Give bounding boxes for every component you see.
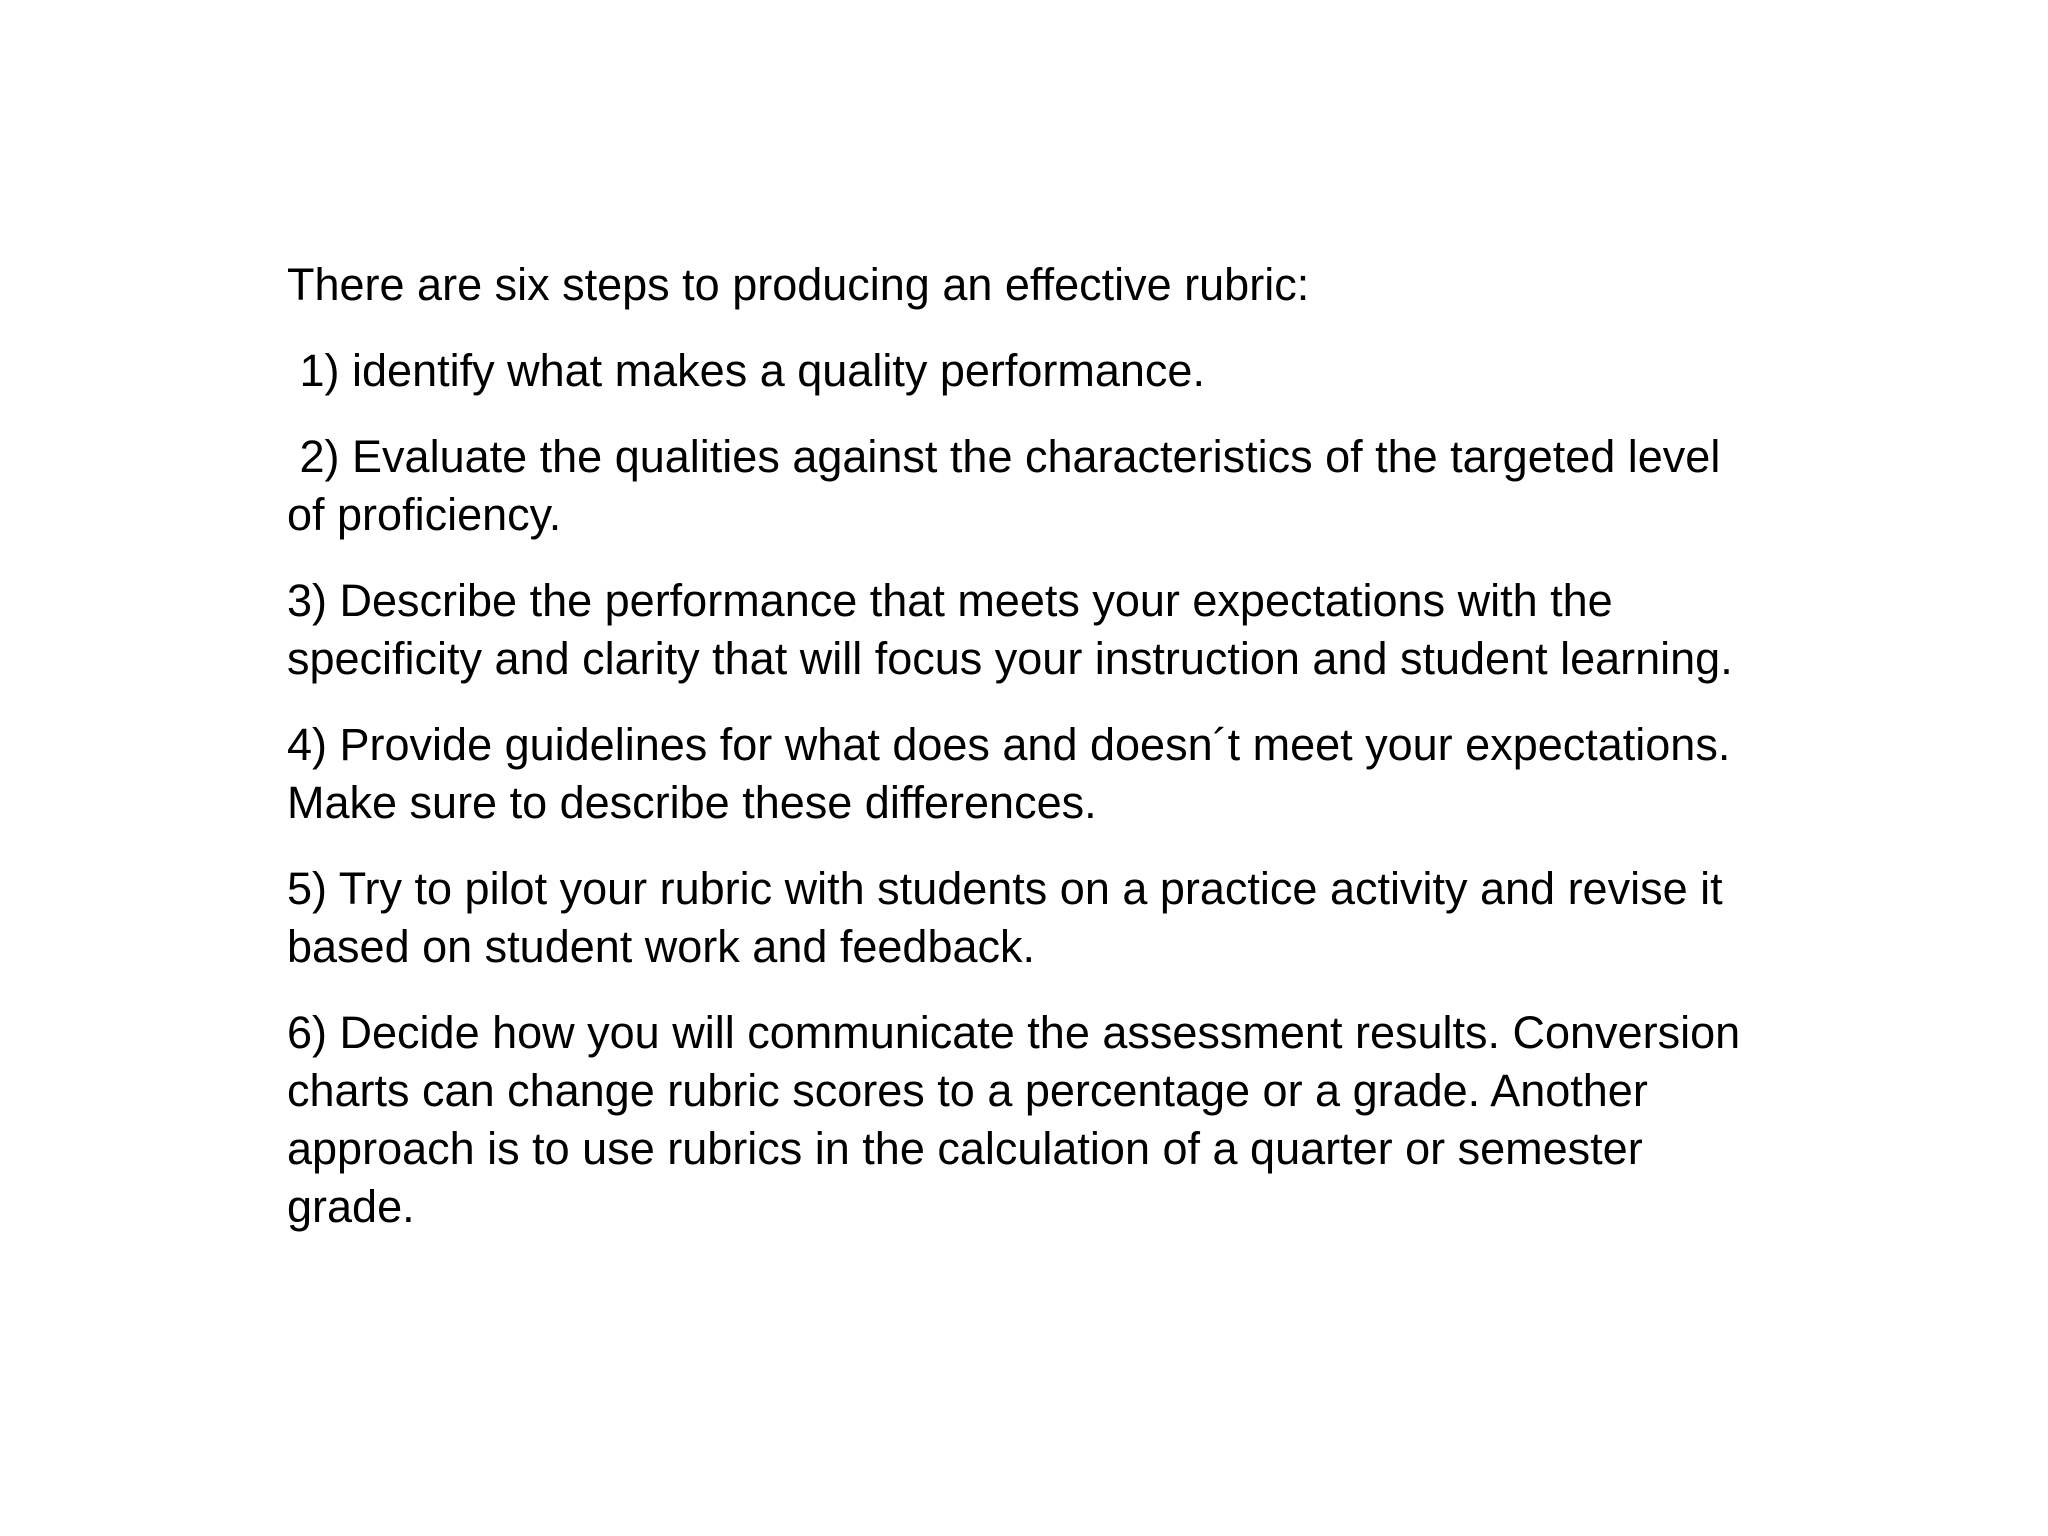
step-4: 4) Provide guidelines for what does and doesn´t meet your expectations. Make sure to describe these differences. [287,719,1743,828]
intro-text: There are six steps to producing an effective rubric: [287,259,1310,310]
text-body [287,256,1767,1264]
step-2: 2) Evaluate the qualities against the characteristics of the targeted level of proficiency. [287,431,1733,540]
step-5: 5) Try to pilot your rubric with students on a practice activity and revise it based on student work and feedback. [287,863,1736,972]
step-3: 3) Describe the performance that meets your expectations with the specificity and clarity that will focus your instruction and student learning. [287,575,1733,684]
step-1: 1) identify what makes a quality performance. [287,345,1205,396]
step-6: 6) Decide how you will communicate the assessment results. Conversion charts can change rubric scores to a percentage or a grade. Another approach is to use rubrics in the calculation of a quarter or semester grade. [287,1007,1753,1232]
